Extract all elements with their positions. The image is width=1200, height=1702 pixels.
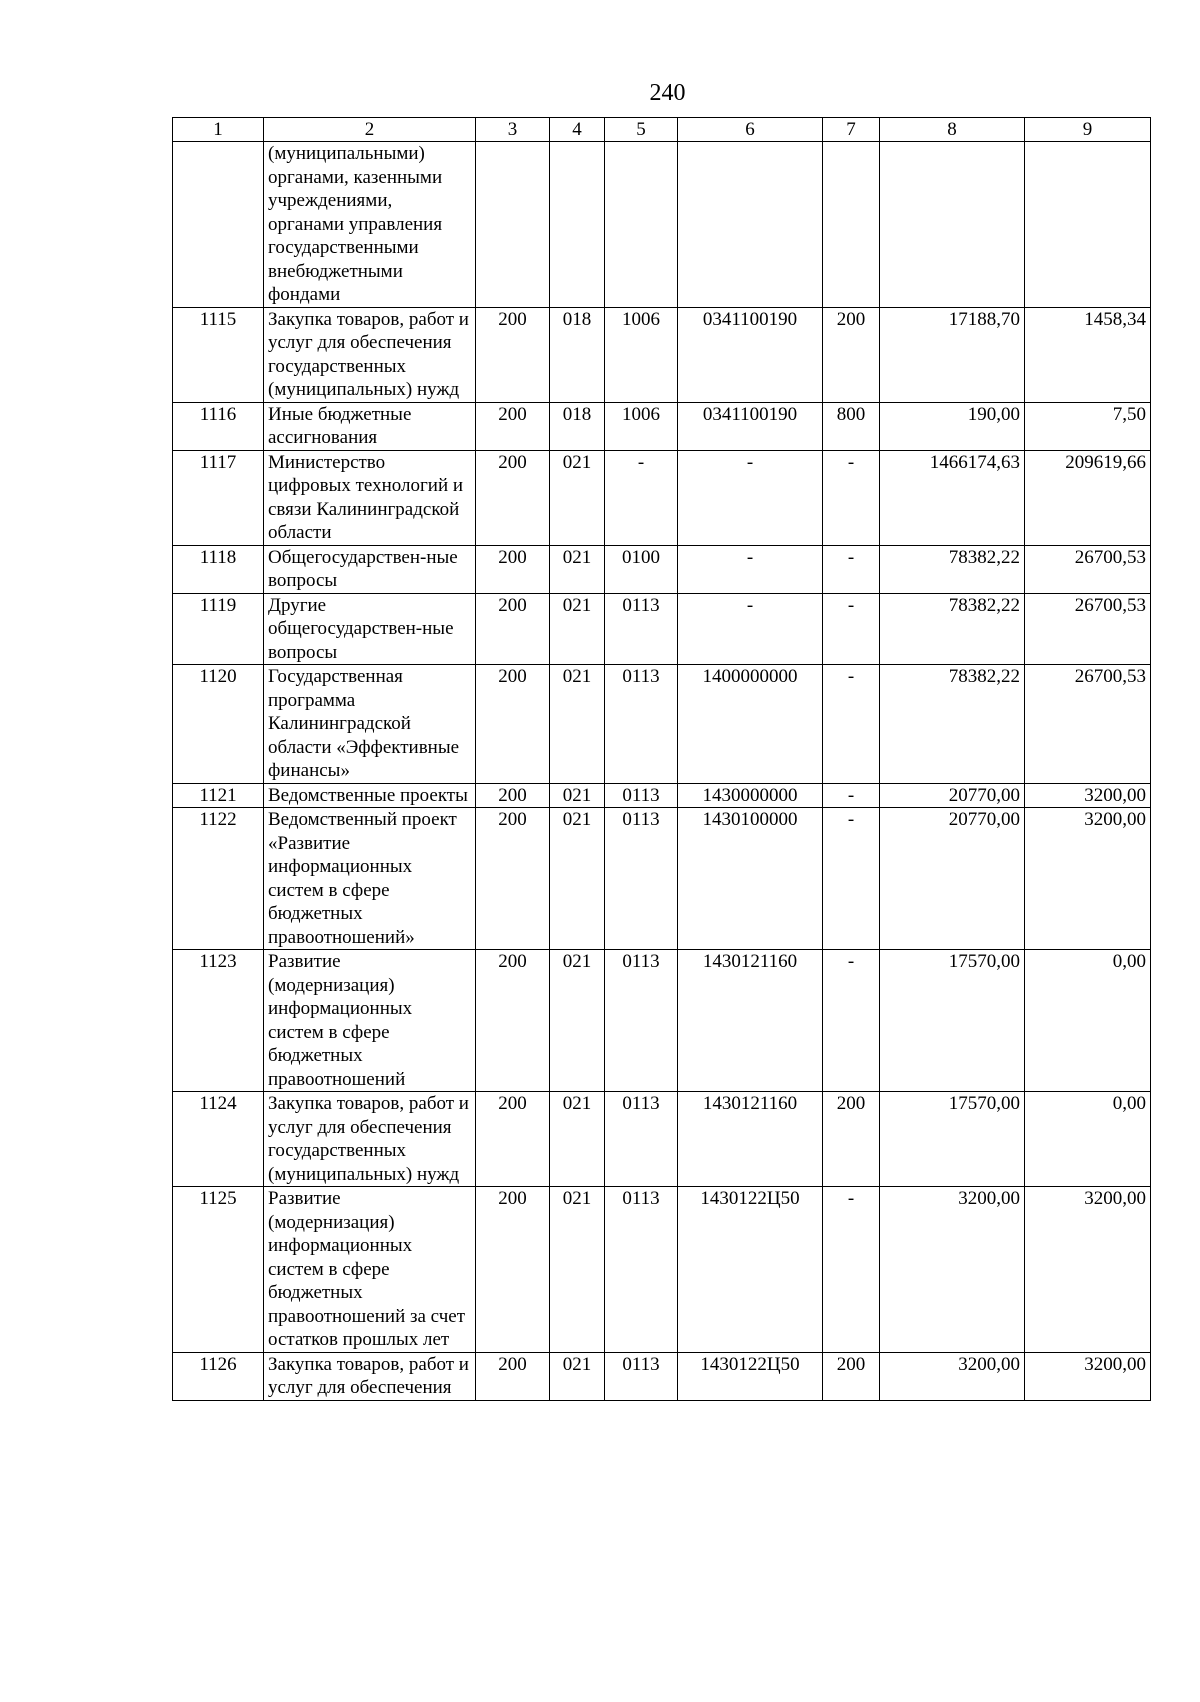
cell-col5: - (605, 450, 678, 545)
cell-col7: - (823, 1187, 880, 1353)
cell-col9: 3200,00 (1025, 783, 1151, 808)
cell-col9: 3200,00 (1025, 808, 1151, 950)
cell-col5: 0113 (605, 593, 678, 665)
cell-col4: 021 (550, 593, 605, 665)
cell-col5: 0100 (605, 545, 678, 593)
cell-col5: 0113 (605, 1352, 678, 1400)
cell-col6: - (678, 450, 823, 545)
row-name: Министерство цифровых технологий и связи Калининградской области (264, 450, 476, 545)
cell-col5: 0113 (605, 950, 678, 1092)
cell-col9: 26700,53 (1025, 593, 1151, 665)
row-number (173, 142, 264, 308)
cell-col4: 021 (550, 1352, 605, 1400)
cell-col5: 0113 (605, 1092, 678, 1187)
cell-col8: 3200,00 (880, 1352, 1025, 1400)
cell-col4: 021 (550, 450, 605, 545)
cell-col8: 20770,00 (880, 783, 1025, 808)
cell-col6: 1430121160 (678, 1092, 823, 1187)
cell-col3: 200 (476, 783, 550, 808)
row-number: 1122 (173, 808, 264, 950)
cell-col4: 021 (550, 545, 605, 593)
cell-col9: 209619,66 (1025, 450, 1151, 545)
row-name: Иные бюджетные ассигнования (264, 402, 476, 450)
row-name: (муниципальными) органами, казенными учреждениями, органами управления государственными внебюджетными фондами (264, 142, 476, 308)
row-number: 1118 (173, 545, 264, 593)
cell-col5: 1006 (605, 307, 678, 402)
cell-col6: 0341100190 (678, 402, 823, 450)
cell-col3: 200 (476, 950, 550, 1092)
cell-col7: - (823, 783, 880, 808)
cell-col7 (823, 142, 880, 308)
cell-col7: - (823, 545, 880, 593)
table-row (173, 142, 1151, 308)
column-header: 2 (264, 118, 476, 142)
row-number: 1121 (173, 783, 264, 808)
cell-col4: 021 (550, 665, 605, 784)
cell-col6: 1430000000 (678, 783, 823, 808)
row-number: 1126 (173, 1352, 264, 1400)
cell-col6: - (678, 545, 823, 593)
cell-col3: 200 (476, 593, 550, 665)
cell-col5: 0113 (605, 1187, 678, 1353)
cell-col6: - (678, 593, 823, 665)
cell-col8: 78382,22 (880, 593, 1025, 665)
cell-col8: 1466174,63 (880, 450, 1025, 545)
cell-col4: 021 (550, 950, 605, 1092)
cell-col9: 3200,00 (1025, 1187, 1151, 1353)
cell-col4: 018 (550, 307, 605, 402)
cell-col9: 26700,53 (1025, 665, 1151, 784)
cell-col9: 3200,00 (1025, 1352, 1151, 1400)
cell-col3: 200 (476, 450, 550, 545)
page-number: 240 (649, 80, 686, 106)
cell-col3: 200 (476, 808, 550, 950)
cell-col6: 1430100000 (678, 808, 823, 950)
row-number: 1123 (173, 950, 264, 1092)
row-number: 1124 (173, 1092, 264, 1187)
cell-col8 (880, 142, 1025, 308)
cell-col6: 1400000000 (678, 665, 823, 784)
cell-col8: 20770,00 (880, 808, 1025, 950)
row-name: Государственная программа Калининградской области «Эффективные финансы» (264, 665, 476, 784)
cell-col7: 200 (823, 1352, 880, 1400)
header-row (173, 118, 1151, 142)
cell-col9: 1458,34 (1025, 307, 1151, 402)
table-row (173, 783, 1151, 808)
cell-col7: - (823, 950, 880, 1092)
budget-table (172, 117, 1151, 1401)
cell-col9: 0,00 (1025, 1092, 1151, 1187)
cell-col7: - (823, 450, 880, 545)
column-header: 4 (550, 118, 605, 142)
table-row (173, 593, 1151, 665)
row-name: Закупка товаров, работ и услуг для обеспечения государственных (муниципальных) нужд (264, 307, 476, 402)
cell-col6: 0341100190 (678, 307, 823, 402)
cell-col7: - (823, 593, 880, 665)
cell-col6 (678, 142, 823, 308)
cell-col8: 78382,22 (880, 545, 1025, 593)
cell-col3: 200 (476, 402, 550, 450)
cell-col5: 0113 (605, 808, 678, 950)
column-header: 6 (678, 118, 823, 142)
cell-col8: 78382,22 (880, 665, 1025, 784)
cell-col3: 200 (476, 545, 550, 593)
row-number: 1120 (173, 665, 264, 784)
cell-col7: - (823, 808, 880, 950)
cell-col4: 021 (550, 1187, 605, 1353)
cell-col4: 018 (550, 402, 605, 450)
cell-col4: 021 (550, 808, 605, 950)
cell-col8: 17570,00 (880, 950, 1025, 1092)
table-row (173, 402, 1151, 450)
row-number: 1116 (173, 402, 264, 450)
cell-col9: 0,00 (1025, 950, 1151, 1092)
row-name: Другие общегосударствен-ные вопросы (264, 593, 476, 665)
cell-col7: 200 (823, 1092, 880, 1187)
cell-col3: 200 (476, 1187, 550, 1353)
column-header: 9 (1025, 118, 1151, 142)
cell-col8: 17570,00 (880, 1092, 1025, 1187)
row-name: Ведомственные проекты (264, 783, 476, 808)
column-header: 1 (173, 118, 264, 142)
table-row (173, 1092, 1151, 1187)
cell-col6: 1430121160 (678, 950, 823, 1092)
row-number: 1119 (173, 593, 264, 665)
table-row (173, 808, 1151, 950)
column-header: 7 (823, 118, 880, 142)
row-name: Общегосударствен-ные вопросы (264, 545, 476, 593)
cell-col7: 800 (823, 402, 880, 450)
cell-col4 (550, 142, 605, 308)
cell-col9: 26700,53 (1025, 545, 1151, 593)
table-row (173, 665, 1151, 784)
table-row (173, 545, 1151, 593)
cell-col3 (476, 142, 550, 308)
cell-col9 (1025, 142, 1151, 308)
cell-col5 (605, 142, 678, 308)
cell-col5: 0113 (605, 665, 678, 784)
column-header: 3 (476, 118, 550, 142)
cell-col8: 17188,70 (880, 307, 1025, 402)
column-header: 5 (605, 118, 678, 142)
row-number: 1117 (173, 450, 264, 545)
cell-col3: 200 (476, 1352, 550, 1400)
table-row (173, 1352, 1151, 1400)
row-name: Развитие (модернизация) информационных систем в сфере бюджетных правоотношений за счет остатков прошлых лет (264, 1187, 476, 1353)
table-row (173, 1187, 1151, 1353)
cell-col3: 200 (476, 1092, 550, 1187)
column-header: 8 (880, 118, 1025, 142)
row-name: Закупка товаров, работ и услуг для обеспечения государственных (муниципальных) нужд (264, 1092, 476, 1187)
row-number: 1125 (173, 1187, 264, 1353)
row-name: Закупка товаров, работ и услуг для обеспечения (264, 1352, 476, 1400)
cell-col6: 1430122Ц50 (678, 1352, 823, 1400)
cell-col3: 200 (476, 307, 550, 402)
row-name: Ведомственный проект «Развитие информационных систем в сфере бюджетных правоотношений» (264, 808, 476, 950)
cell-col6: 1430122Ц50 (678, 1187, 823, 1353)
cell-col3: 200 (476, 665, 550, 784)
cell-col4: 021 (550, 1092, 605, 1187)
row-number: 1115 (173, 307, 264, 402)
cell-col5: 0113 (605, 783, 678, 808)
cell-col7: 200 (823, 307, 880, 402)
row-name: Развитие (модернизация) информационных систем в сфере бюджетных правоотношений (264, 950, 476, 1092)
table-row (173, 307, 1151, 402)
cell-col9: 7,50 (1025, 402, 1151, 450)
cell-col8: 3200,00 (880, 1187, 1025, 1353)
table-row (173, 950, 1151, 1092)
cell-col7: - (823, 665, 880, 784)
cell-col8: 190,00 (880, 402, 1025, 450)
table-row (173, 450, 1151, 545)
cell-col4: 021 (550, 783, 605, 808)
cell-col5: 1006 (605, 402, 678, 450)
